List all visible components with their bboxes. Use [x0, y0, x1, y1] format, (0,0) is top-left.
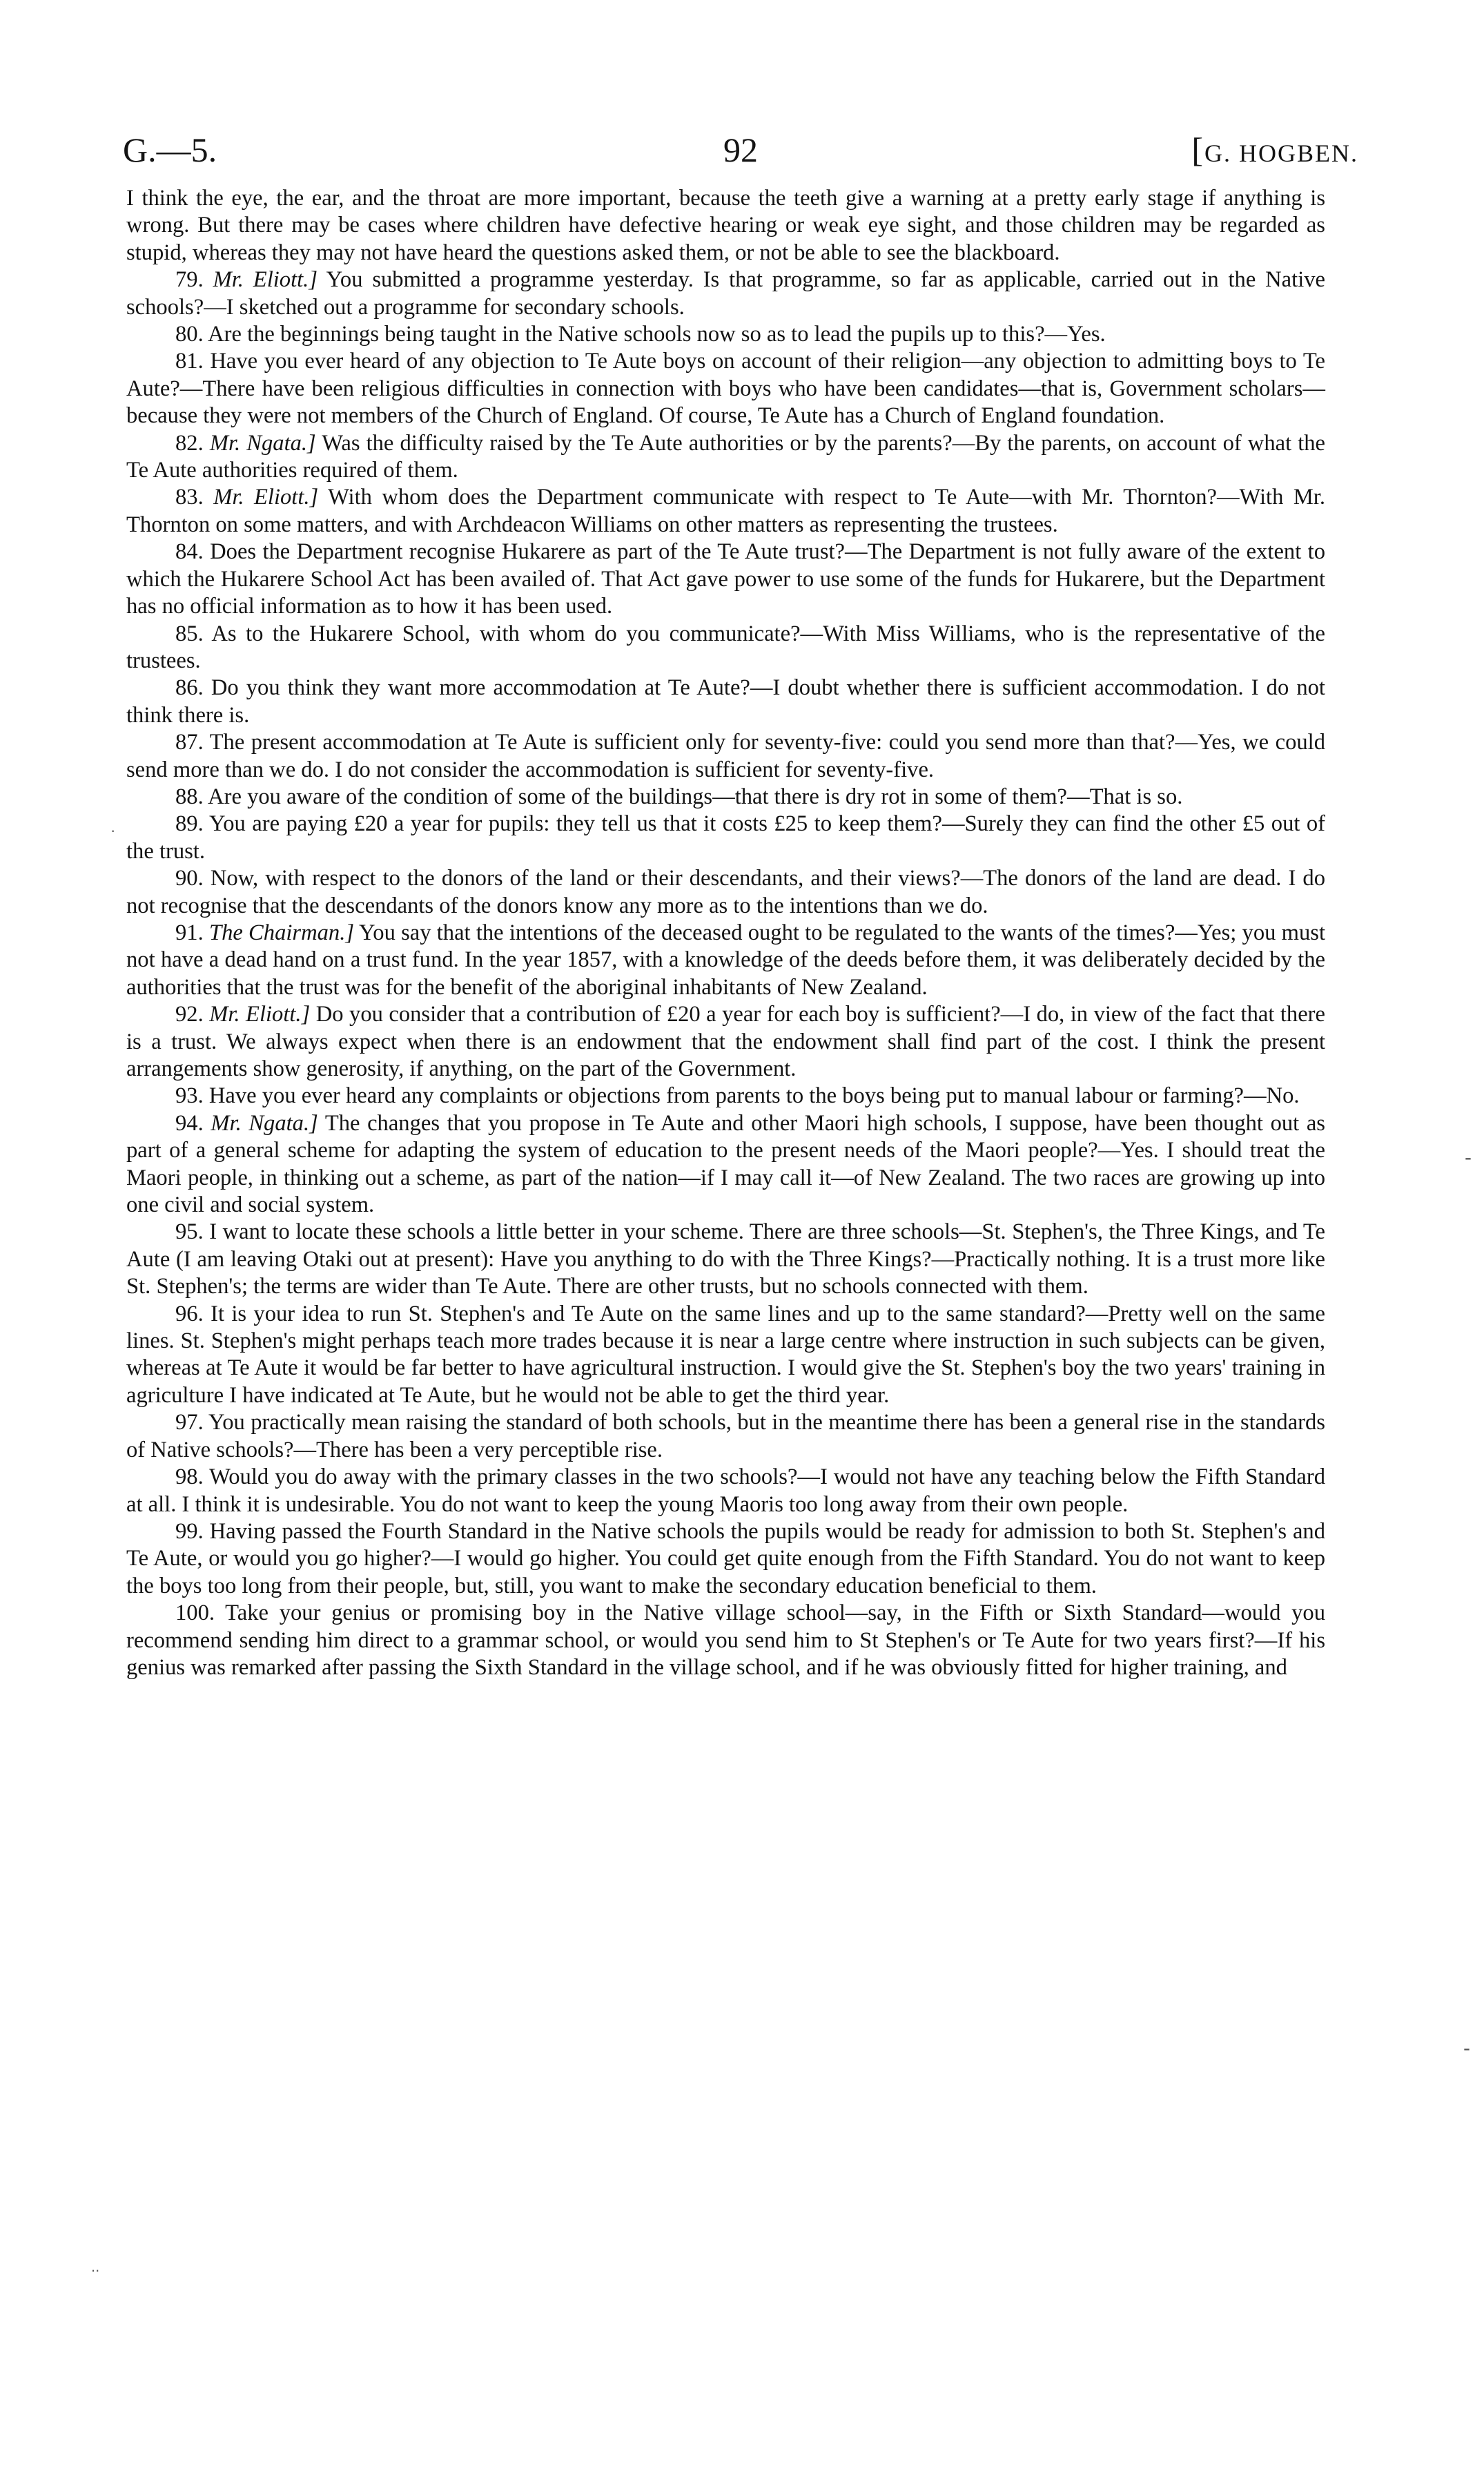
question-number: 94.: [175, 1110, 204, 1136]
margin-mark: ..: [91, 2258, 100, 2275]
question-number: 99.: [175, 1518, 204, 1544]
question-86: [126, 675, 1325, 729]
question-text: You say that the intentions of the deceased ought to be regulated to the wants of the times?—Yes; you must not have a dead hand on a trust fund. In the year 1857, with a knowledge of the deeds before them, it was deliberately decided by the authorities that the trust was for the benefit of the aboriginal inhabitants of New Zealand.: [126, 920, 1325, 1000]
witness-name-text: G. HOGBEN.: [1204, 139, 1358, 167]
question-100: [126, 1600, 1325, 1681]
question-83: [126, 484, 1325, 539]
question-85: [126, 621, 1325, 675]
question-96: [126, 1301, 1325, 1410]
question-number: 80.: [175, 322, 204, 347]
question-text: You submitted a programme yesterday. Is that programme, so far as applicable, carried out in the Native schools?—I sketched out a programme for secondary schools.: [126, 267, 1325, 320]
speaker: Mr. Eliott.]: [213, 485, 319, 510]
question-number: 97.: [175, 1410, 204, 1435]
question-text: Have you ever heard any complaints or objections from parents to the boys being put to manual labour or farming?—No.: [208, 1083, 1300, 1109]
question-text: You practically mean raising the standard of both schools, but in the meantime there has been a general rise in the standards of Native schools?—There has been a very perceptible rise.: [126, 1410, 1325, 1462]
question-number: 79.: [175, 267, 204, 293]
question-text: Are you aware of the condition of some of the buildings—that there is dry rot in some of them?—That is so.: [208, 784, 1183, 809]
speaker: Mr. Eliott.]: [213, 267, 318, 293]
question-93: [126, 1083, 1325, 1110]
evidence-body: [126, 185, 1325, 2277]
question-87: [126, 729, 1325, 784]
question-number: 93.: [175, 1083, 204, 1109]
margin-mark: ·: [110, 822, 116, 839]
paragraph-text: I think the eye, the ear, and the throat are more important, because the teeth give a warning at a pretty early stage if anything is wrong. But there may be cases where children have defective hearing or weak eye sight, and those children may be regarded as stupid, whereas they may not have heard the questions asked them, or not be able to see the blackboard.: [126, 186, 1325, 265]
question-number: 95.: [175, 1219, 204, 1245]
question-text: It is your idea to run St. Stephen's and Te Aute on the same lines and up to the same standard?—Pretty well on the same lines. St. Stephen's might perhaps teach more trades because it is near a large centre where instruction in such subjects can be given, whereas at Te Aute it would be far better to have agricultural instruction. I would give the St. Stephen's boy the two years' training in agriculture I have indicated at Te Aute, but he would not be able to get the third year.: [126, 1301, 1325, 1408]
question-number: 81.: [175, 349, 204, 374]
question-number: 87.: [175, 730, 204, 755]
question-84: [126, 539, 1325, 620]
question-text: Are the beginnings being taught in the Native schools now so as to lead the pupils up to this?—Yes.: [208, 322, 1106, 347]
question-90: [126, 865, 1325, 920]
question-94: [126, 1110, 1325, 1219]
question-number: 96.: [175, 1301, 204, 1326]
question-number: 100.: [175, 1600, 215, 1626]
question-95: [126, 1219, 1325, 1300]
question-88: [126, 784, 1325, 811]
question-number: 83.: [175, 485, 204, 510]
question-number: 91.: [175, 920, 204, 945]
question-text: Do you think they want more accommodation at Te Aute?—I doubt whether there is sufficient accommodation. I do not think there is.: [126, 675, 1325, 728]
question-text: Have you ever heard of any objection to Te Aute boys on account of their religion—any objection to admitting boys to Te Aute?—There have been religious difficulties in connection with boys who have been candidates—that is, Government scholars—because they were not members of the Church of England. Of course, Te Aute has a Church of England foundation.: [126, 349, 1325, 429]
question-text: As to the Hukarere School, with whom do you communicate?—With Miss Williams, who is the representative of the trustees.: [126, 621, 1325, 673]
question-text: The changes that you propose in Te Aute and other Maori high schools, I suppose, have been thought out as part of a general scheme for adapting the system of education to the present needs of the Maori people?—Yes. I should treat the Maori people, in thinking out a scheme, as part of the nation—if I may call it—of New Zealand. The two races are growing up into one civil and social system.: [126, 1110, 1325, 1218]
question-number: 84.: [175, 539, 204, 565]
question-text: With whom does the Department communicate with respect to Te Aute—with Mr. Thornton?—With Mr. Thornton on some matters, and with Archdeacon Williams on other matters as representing the trustees.: [126, 485, 1325, 537]
question-text: Was the difficulty raised by the Te Aute authorities or by the parents?—By the parents, on account of what the Te Aute authorities required of them.: [126, 430, 1326, 483]
question-79: [126, 267, 1325, 321]
question-89: [126, 811, 1325, 865]
speaker: The Chairman.]: [208, 920, 355, 945]
question-97: [126, 1409, 1325, 1464]
question-text: You are paying £20 a year for pupils: they tell us that it costs £25 to keep them?—Surely they can find the other £5 out of the trust.: [126, 811, 1326, 864]
question-text: Now, with respect to the donors of the land or their descendants, and their views?—The donors of the land are dead. I do not recognise that the descendants of the donors know any more as to the intentions than we do.: [126, 866, 1325, 918]
witness-name: [G. HOGBEN.: [1191, 130, 1358, 169]
page-header: [123, 130, 1358, 174]
page-number: 92: [723, 130, 758, 169]
question-80: [126, 321, 1325, 348]
question-text: Does the Department recognise Hukarere as part of the Te Aute trust?—The Department is not fully aware of the extent to which the Hukarere School Act has been availed of. That Act gave power to use some of the funds for Hukarere, but the Department has no official information as to how it has been used.: [126, 539, 1325, 619]
speaker: Mr. Ngata.]: [209, 430, 316, 456]
question-number: 82.: [175, 430, 204, 456]
paragraph-continuation: [126, 185, 1325, 267]
question-text: Having passed the Fourth Standard in the Native schools the pupils would be ready for admission to both St. Stephen's and Te Aute, or would you go higher?—I would go higher. You could get quite enough from the Fifth Standard. You do not want to keep the boys too long from their people, but, still, you want to make the secondary education beneficial to them.: [126, 1518, 1325, 1598]
question-text: The present accommodation at Te Aute is sufficient only for seventy-five: could you send more than that?—Yes, we could send more than we do. I do not consider the accommodation is sufficient for seventy-five.: [126, 730, 1325, 782]
question-98: [126, 1464, 1325, 1518]
question-text: Take your genius or promising boy in the Native village school—say, in the Fifth or Sixth Standard—would you recommend sending him direct to a grammar school, or would you send him to St Stephen's or Te Aute for two years first?—If his genius was remarked after passing the Sixth Standard in the village school, and if he was obviously fitted for higher training, and: [126, 1600, 1325, 1680]
question-82: [126, 430, 1325, 485]
question-81: [126, 348, 1325, 429]
paper-reference: G.—5.: [123, 130, 217, 169]
question-number: 89.: [175, 811, 204, 837]
speaker: Mr. Ngata.]: [211, 1110, 318, 1136]
question-number: 86.: [175, 675, 204, 701]
question-92: [126, 1001, 1325, 1083]
question-text: Do you consider that a contribution of £20 a year for each boy is sufficient?—I do, in view of the fact that there is a trust. We always expect when there is an endowment that the endowment shall find part of the cost. I think the present arrangements show generosity, if anything, on the part of the Government.: [126, 1002, 1325, 1081]
question-91: [126, 920, 1325, 1001]
question-99: [126, 1518, 1325, 1600]
question-text: Would you do away with the primary classes in the two schools?—I would not have any teaching below the Fifth Standard at all. I think it is undesirable. You do not want to keep the young Maoris too long away from their own people.: [126, 1464, 1325, 1517]
question-number: 85.: [175, 621, 204, 646]
margin-mark: -: [1465, 1146, 1472, 1169]
speaker: Mr. Eliott.]: [209, 1002, 311, 1027]
question-number: 88.: [175, 784, 204, 809]
question-number: 90.: [175, 866, 204, 891]
question-text: I want to locate these schools a little better in your scheme. There are three schools—St. Stephen's, the Three Kings, and Te Aute (I am leaving Otaki out at present): Have you anything to do with the Three Kings?—Practically nothing. It is a trust more like St. Stephen's; the terms are wider than Te Aute. There are other trusts, but no schools connected with them.: [126, 1219, 1325, 1299]
question-number: 92.: [175, 1002, 204, 1027]
question-number: 98.: [175, 1464, 204, 1490]
margin-mark: -: [1463, 2037, 1470, 2060]
